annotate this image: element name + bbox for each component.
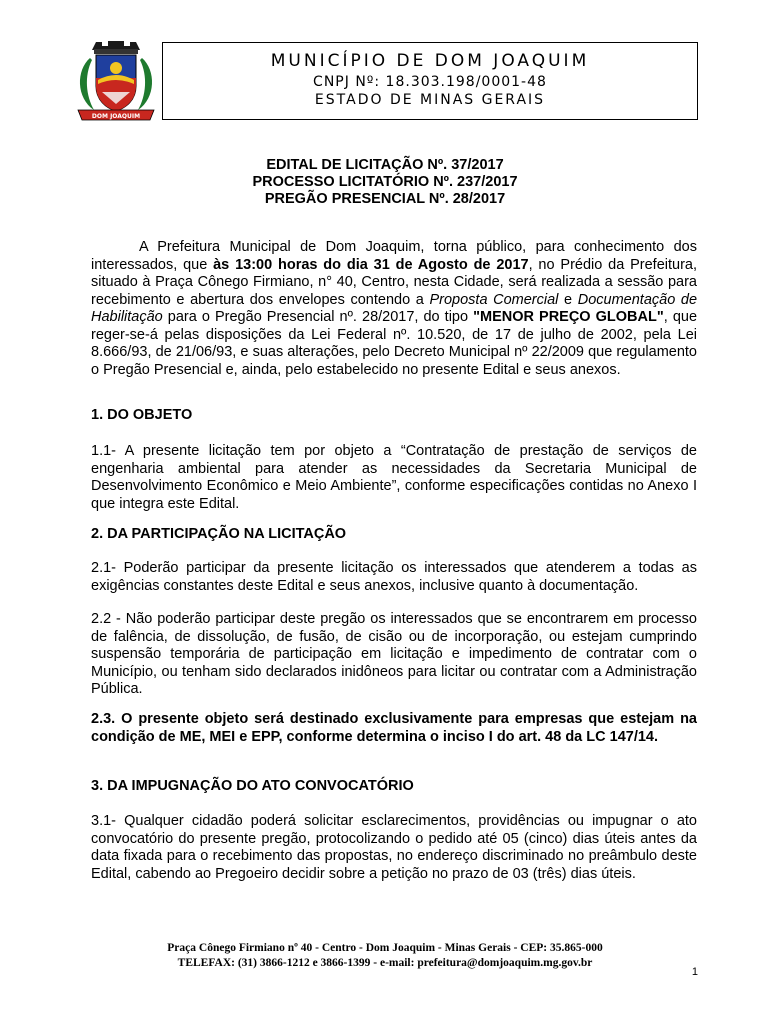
menor-preco-global-text: "MENOR PREÇO GLOBAL" — [473, 309, 664, 325]
crest-banner-text: DOM JOAQUIM — [91, 113, 141, 120]
section-1-title: 1. DO OBJETO — [91, 407, 193, 423]
page-number: 1 — [691, 966, 698, 978]
proposta-comercial-text: Proposta Comercial — [429, 291, 559, 308]
intro-text-5: , que reger-se-á pelas disposições da Lei Federal nº. 10.520, de 17 de julho de 2002, pela Lei 8.666/93, de 21/06/93, e suas alterações, pelo Decreto Municipal nº 22/2009 que regulamento o Pregão Presencial e, ainda, pelo estabelecido no presente Edital e seus anexos. — [91, 309, 698, 378]
intro-text-1: A Prefeitura Municipal de Dom Joaquim, torna público, para conhecimento dos interessados, que — [91, 239, 697, 273]
section-2-3-text: 2.3. O presente objeto será destinado exclusivamente para empresas que estejam na condição de ME, MEI e EPP, conforme determina o inciso I do art. 48 da LC 147/14. — [91, 711, 697, 745]
footer-address: Praça Cônego Firmiano nº 40 - Centro - Dom Joaquim - Minas Gerais - CEP: 35.865-000 — [167, 942, 603, 954]
section-2-2-text: 2.2 - Não poderão participar deste pregão os interessados que se encontrarem em processo de falência, de dissolução, de fusão, de cisão ou de incorporação, ou estejam cumprindo suspensão temporária de participação em licitação e impedimento de contratar com o Município, ou tenham sido declarados inidôneos para licitar ou contratar com a Administração Pública. — [91, 611, 697, 697]
state-name: ESTADO DE MINAS GERAIS — [314, 92, 546, 108]
documentacao-habilitacao-text: Documentação de Habilitação — [91, 291, 698, 325]
intro-text-2: , no Prédio da Prefeitura, situado à Praça Cônego Firmiano, n° 40, Centro, nesta Cidade, será realizada a sessão para recebimento e abertura dos envelopes contendo a — [91, 256, 697, 308]
section-2-1-text: 2.1- Poderão participar da presente licitação os interessados que atenderem a todas as exigências constantes deste Edital e seus anexos, inclusive quanto à documentação. — [91, 560, 697, 594]
intro-text-4: para o Pregão Presencial nº. 28/2017, do tipo — [162, 309, 474, 325]
edital-title: EDITAL DE LICITAÇÃO Nº. 37/2017 — [266, 157, 504, 173]
section-1-1-text: 1.1- A presente licitação tem por objeto a “Contratação de prestação de serviços de engenharia ambiental para atender as necessidades da Secretaria Municipal de Desenvolvimento Econômico e Meio Ambiente”, conforme especificações contidas no Anexo I que integra este Edital. — [91, 443, 697, 512]
session-datetime: às 13:00 horas do dia 31 de Agosto de 2017 — [213, 256, 529, 273]
document-titles — [0, 157, 770, 208]
processo-title: PROCESSO LICITATÓRIO Nº. 237/2017 — [252, 174, 518, 190]
municipality-name: MUNICÍPIO DE DOM JOAQUIM — [270, 51, 590, 71]
page-footer — [0, 941, 770, 971]
municipal-coat-of-arms-icon — [72, 40, 160, 124]
pregao-title: PREGÃO PRESENCIAL Nº. 28/2017 — [264, 191, 506, 207]
footer-contact: TELEFAX: (31) 3866-1212 e 3866-1399 - e-mail: prefeitura@domjoaquim.mg.gov.br — [177, 957, 593, 969]
section-3-1-text: 3.1- Qualquer cidadão poderá solicitar esclarecimentos, providências ou impugnar o ato convocatório do presente pregão, protocolizando o pedido até 05 (cinco) dias úteis antes da data fixada para o recebimento das propostas, no endereço discriminado no preâmbulo deste Edital, cabendo ao Pregoeiro decidir sobre a petição no prazo de 03 (três) dias úteis. — [91, 813, 697, 882]
cnpj-number: CNPJ Nº: 18.303.198/0001-48 — [313, 74, 547, 90]
intro-text-3: e — [558, 291, 578, 308]
letterhead-box — [162, 42, 698, 120]
section-3-title: 3. DA IMPUGNAÇÃO DO ATO CONVOCATÓRIO — [91, 778, 414, 794]
section-2-title: 2. DA PARTICIPAÇÃO NA LICITAÇÃO — [91, 526, 347, 542]
intro-paragraph — [91, 239, 697, 379]
